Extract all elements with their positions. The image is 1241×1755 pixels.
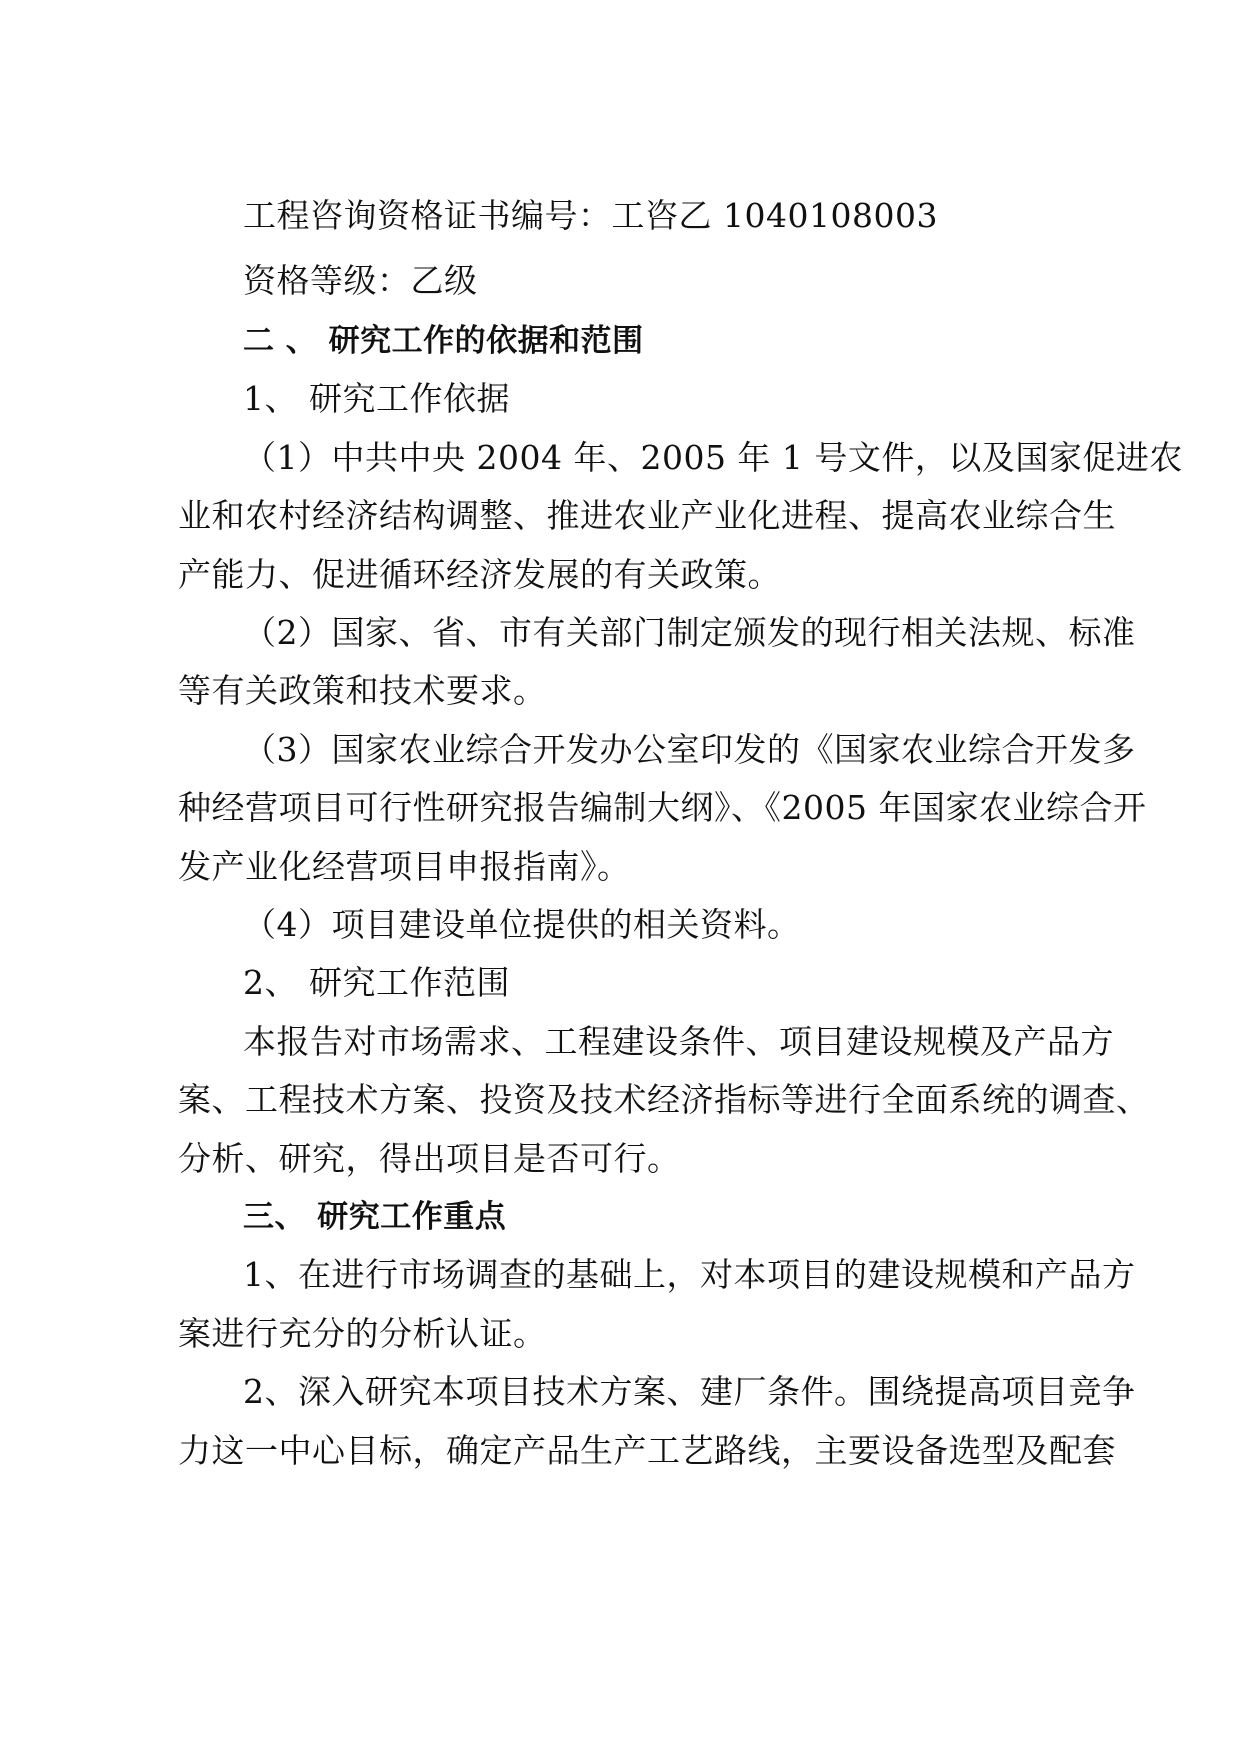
- section-heading-key-points: 三、 研究工作重点: [243, 1199, 507, 1235]
- section-heading-basis-scope: 二 、 研究工作的依据和范围: [243, 323, 644, 359]
- paragraph-line: （2）国家、省、市有关部门制定颁发的现行相关法规、标准: [243, 613, 1136, 652]
- paragraph-line: 2、深入研究本项目技术方案、建厂条件。围绕提高项目竞争: [243, 1372, 1136, 1411]
- paragraph-line: （3）国家农业综合开发办公室印发的《国家农业综合开发多: [243, 730, 1136, 769]
- paragraph-line: （4）项目建设单位提供的相关资料。: [243, 905, 801, 944]
- subheading-work-scope: 2、 研究工作范围: [243, 963, 510, 1002]
- subheading-work-basis: 1、 研究工作依据: [243, 379, 510, 418]
- paragraph-line: 业和农村经济结构调整、推进农业产业化进程、提高农业综合生: [178, 496, 1116, 535]
- paragraph-line: 等有关政策和技术要求。: [178, 671, 547, 710]
- paragraph-line: 案进行充分的分析认证。: [178, 1314, 547, 1353]
- qualification-level-line: 资格等级：乙级: [243, 261, 478, 300]
- paragraph-line: 力这一中心目标，确定产品生产工艺路线，主要设备选型及配套: [178, 1431, 1116, 1470]
- paragraph-line: 1、在进行市场调查的基础上，对本项目的建设规模和产品方: [243, 1255, 1136, 1294]
- paragraph-line: 案、工程技术方案、投资及技术经济指标等进行全面系统的调查、: [178, 1080, 1150, 1119]
- paragraph-line: 发产业化经营项目申报指南》。: [178, 847, 631, 886]
- paragraph-line: 分析、研究，得出项目是否可行。: [178, 1139, 681, 1178]
- paragraph-line: 本报告对市场需求、工程建设条件、项目建设规模及产品方: [243, 1022, 1114, 1061]
- certificate-number-line: 工程咨询资格证书编号：工咨乙 1040108003: [243, 196, 938, 235]
- paragraph-line: 产能力、促进循环经济发展的有关政策。: [178, 555, 781, 594]
- paragraph-line: 种经营项目可行性研究报告编制大纲》、《2005 年国家农业综合开: [178, 788, 1147, 827]
- paragraph-line: （1）中共中央 2004 年、2005 年 1 号文件，以及国家促进农: [243, 438, 1183, 477]
